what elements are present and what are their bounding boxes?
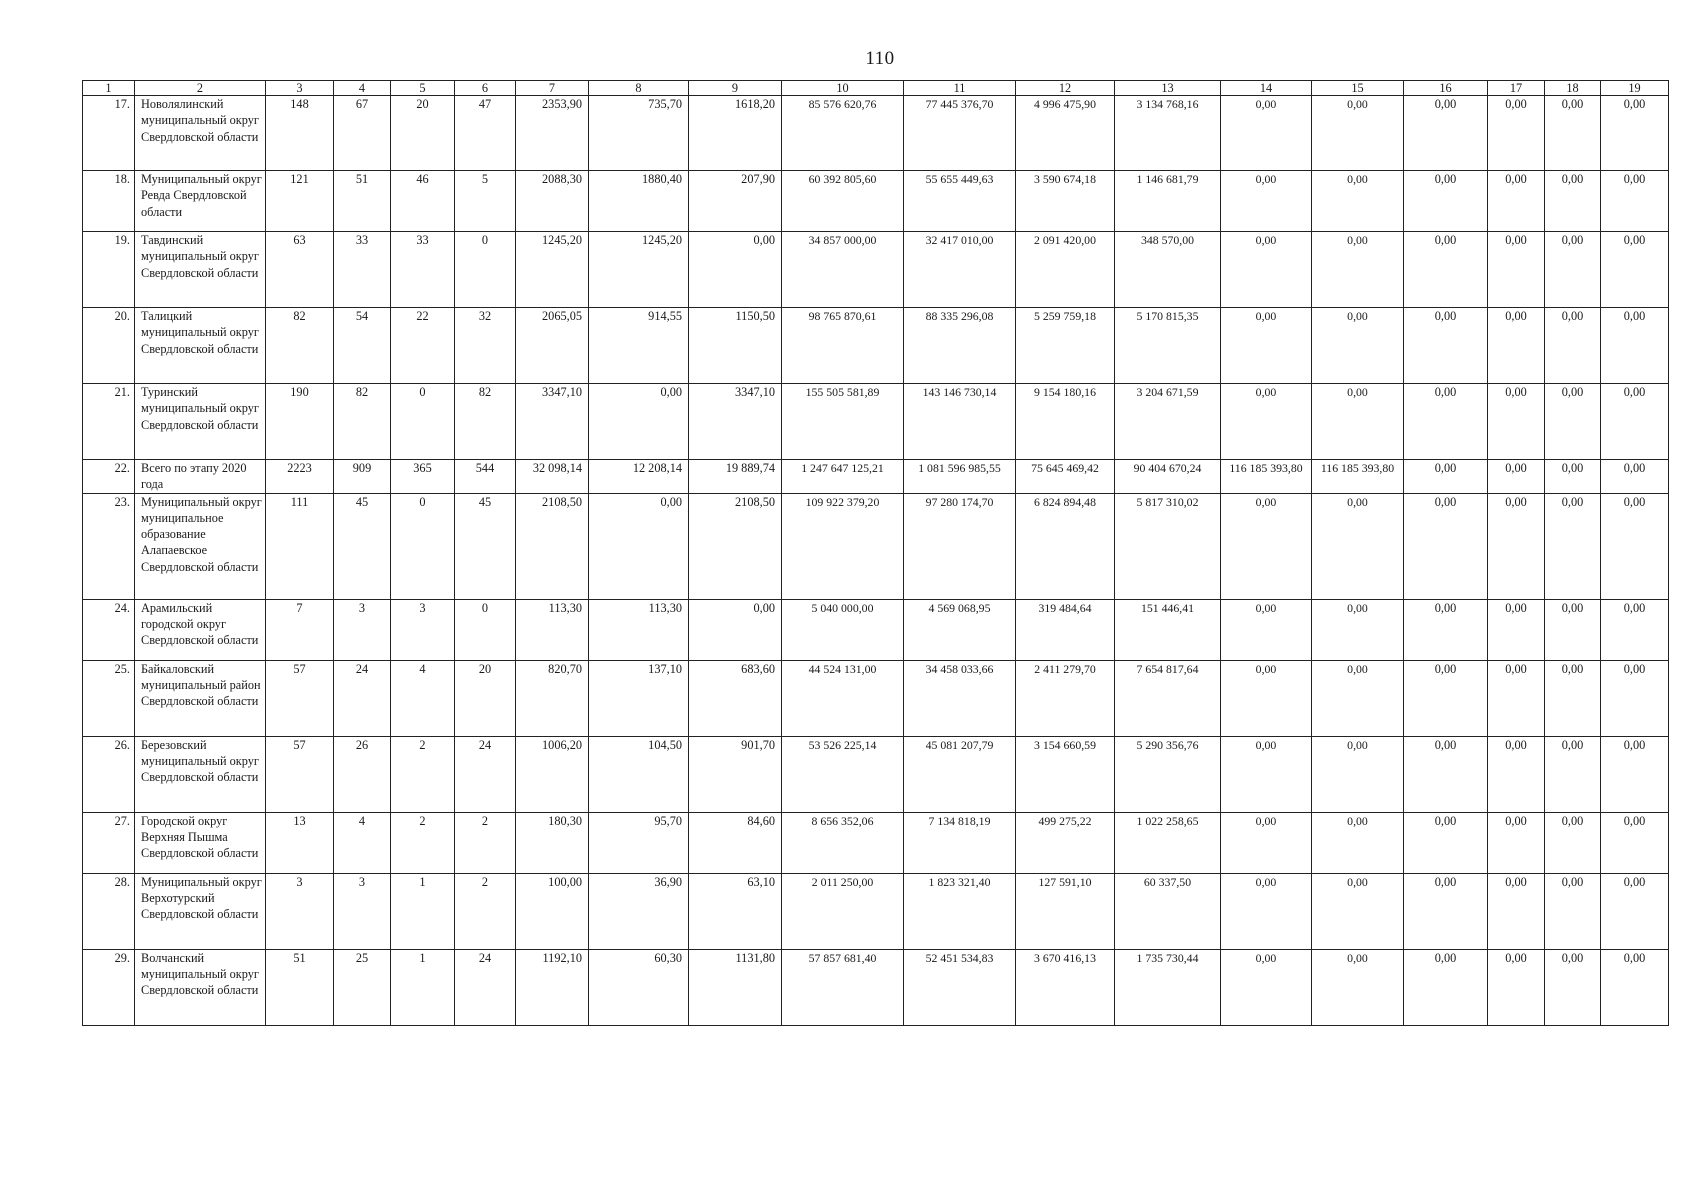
col-7-value: 113,30 [516,599,589,660]
col-11-value: 4 569 068,95 [904,599,1016,660]
col-6-value: 82 [455,384,516,460]
col-6-value: 0 [455,599,516,660]
col-11-value: 45 081 207,79 [904,736,1016,812]
table-header [83,81,1669,96]
col-14-value: 0,00 [1221,812,1312,873]
col-16-value: 0,00 [1404,493,1488,599]
col-13-value: 7 654 817,64 [1115,660,1221,736]
row-number: 19. [83,232,135,308]
col-4-value: 24 [334,660,391,736]
col-17-value: 0,00 [1488,736,1545,812]
col-4-value: 33 [334,232,391,308]
col-18-value: 0,00 [1545,384,1601,460]
col-11-value: 1 823 321,40 [904,873,1016,949]
col-18-value: 0,00 [1545,96,1601,171]
col-9-value: 2108,50 [689,493,782,599]
col-9-value: 0,00 [689,599,782,660]
col-17-value: 0,00 [1488,308,1545,384]
table-row [83,384,1669,460]
col-7-value: 100,00 [516,873,589,949]
col-14-value: 116 185 393,80 [1221,460,1312,494]
col-12-value: 75 645 469,42 [1016,460,1115,494]
col-5-value: 2 [391,736,455,812]
col-19-value: 0,00 [1601,736,1669,812]
table-row [83,308,1669,384]
col-18-value: 0,00 [1545,660,1601,736]
col-8-value: 0,00 [589,493,689,599]
col-11-value: 97 280 174,70 [904,493,1016,599]
col-18-value: 0,00 [1545,493,1601,599]
col-9-value: 3347,10 [689,384,782,460]
col-6-value: 2 [455,812,516,873]
column-header-12: 12 [1016,81,1115,96]
col-9-value: 84,60 [689,812,782,873]
col-8-value: 735,70 [589,96,689,171]
col-12-value: 2 091 420,00 [1016,232,1115,308]
col-17-value: 0,00 [1488,949,1545,1025]
col-18-value: 0,00 [1545,599,1601,660]
col-14-value: 0,00 [1221,599,1312,660]
col-6-value: 32 [455,308,516,384]
table-row [83,949,1669,1025]
col-19-value: 0,00 [1601,171,1669,232]
col-13-value: 90 404 670,24 [1115,460,1221,494]
col-19-value: 0,00 [1601,308,1669,384]
column-header-3: 3 [266,81,334,96]
col-14-value: 0,00 [1221,308,1312,384]
municipality-name: Байкаловский муниципальный район Свердловской области [135,660,266,736]
col-12-value: 499 275,22 [1016,812,1115,873]
col-6-value: 47 [455,96,516,171]
municipality-name: Муниципальный округ муниципальное образование Алапаевское Свердловской области [135,493,266,599]
data-table [82,80,1669,1026]
col-11-value: 55 655 449,63 [904,171,1016,232]
col-5-value: 1 [391,873,455,949]
column-header-18: 18 [1545,81,1601,96]
col-16-value: 0,00 [1404,812,1488,873]
table-row [83,599,1669,660]
col-19-value: 0,00 [1601,232,1669,308]
column-header-10: 10 [782,81,904,96]
column-header-6: 6 [455,81,516,96]
col-13-value: 3 134 768,16 [1115,96,1221,171]
row-number: 28. [83,873,135,949]
col-12-value: 3 154 660,59 [1016,736,1115,812]
col-16-value: 0,00 [1404,873,1488,949]
col-13-value: 348 570,00 [1115,232,1221,308]
col-4-value: 3 [334,599,391,660]
col-16-value: 0,00 [1404,660,1488,736]
col-6-value: 2 [455,873,516,949]
col-14-value: 0,00 [1221,493,1312,599]
table-row [83,171,1669,232]
municipality-name: Арамильский городской округ Свердловской области [135,599,266,660]
table-row [83,660,1669,736]
col-4-value: 82 [334,384,391,460]
col-14-value: 0,00 [1221,384,1312,460]
col-14-value: 0,00 [1221,660,1312,736]
col-7-value: 1245,20 [516,232,589,308]
col-6-value: 24 [455,736,516,812]
col-16-value: 0,00 [1404,460,1488,494]
col-3-value: 13 [266,812,334,873]
municipality-name: Волчанский муниципальный округ Свердловской области [135,949,266,1025]
col-3-value: 57 [266,660,334,736]
col-8-value: 12 208,14 [589,460,689,494]
col-15-value: 0,00 [1312,660,1404,736]
col-18-value: 0,00 [1545,171,1601,232]
col-15-value: 0,00 [1312,949,1404,1025]
col-12-value: 4 996 475,90 [1016,96,1115,171]
col-14-value: 0,00 [1221,873,1312,949]
row-number: 18. [83,171,135,232]
col-11-value: 34 458 033,66 [904,660,1016,736]
col-16-value: 0,00 [1404,308,1488,384]
col-7-value: 3347,10 [516,384,589,460]
row-number: 26. [83,736,135,812]
col-16-value: 0,00 [1404,599,1488,660]
col-19-value: 0,00 [1601,660,1669,736]
col-13-value: 151 446,41 [1115,599,1221,660]
col-3-value: 82 [266,308,334,384]
column-header-2: 2 [135,81,266,96]
col-15-value: 0,00 [1312,96,1404,171]
col-17-value: 0,00 [1488,96,1545,171]
table-row [83,96,1669,171]
table-body [83,96,1669,1026]
col-18-value: 0,00 [1545,949,1601,1025]
col-5-value: 33 [391,232,455,308]
col-3-value: 57 [266,736,334,812]
col-12-value: 127 591,10 [1016,873,1115,949]
header-row [83,81,1669,96]
column-header-16: 16 [1404,81,1488,96]
col-12-value: 319 484,64 [1016,599,1115,660]
column-header-9: 9 [689,81,782,96]
col-17-value: 0,00 [1488,384,1545,460]
col-6-value: 20 [455,660,516,736]
col-15-value: 0,00 [1312,736,1404,812]
col-7-value: 1192,10 [516,949,589,1025]
col-5-value: 1 [391,949,455,1025]
col-12-value: 2 411 279,70 [1016,660,1115,736]
col-15-value: 0,00 [1312,171,1404,232]
col-19-value: 0,00 [1601,460,1669,494]
municipality-name: Муниципальный округ Верхотурский Свердловской области [135,873,266,949]
column-header-8: 8 [589,81,689,96]
col-7-value: 2353,90 [516,96,589,171]
table-row [83,812,1669,873]
col-9-value: 0,00 [689,232,782,308]
col-16-value: 0,00 [1404,232,1488,308]
col-16-value: 0,00 [1404,96,1488,171]
col-17-value: 0,00 [1488,460,1545,494]
col-15-value: 0,00 [1312,493,1404,599]
col-8-value: 1880,40 [589,171,689,232]
col-14-value: 0,00 [1221,232,1312,308]
col-4-value: 3 [334,873,391,949]
municipality-name: Березовский муниципальный округ Свердловской области [135,736,266,812]
col-4-value: 26 [334,736,391,812]
col-17-value: 0,00 [1488,873,1545,949]
col-8-value: 60,30 [589,949,689,1025]
col-13-value: 5 290 356,76 [1115,736,1221,812]
col-11-value: 52 451 534,83 [904,949,1016,1025]
col-11-value: 32 417 010,00 [904,232,1016,308]
col-3-value: 2223 [266,460,334,494]
row-number: 24. [83,599,135,660]
col-18-value: 0,00 [1545,812,1601,873]
col-7-value: 2088,30 [516,171,589,232]
col-8-value: 1245,20 [589,232,689,308]
col-17-value: 0,00 [1488,660,1545,736]
col-19-value: 0,00 [1601,384,1669,460]
col-12-value: 5 259 759,18 [1016,308,1115,384]
col-12-value: 6 824 894,48 [1016,493,1115,599]
col-3-value: 63 [266,232,334,308]
col-19-value: 0,00 [1601,96,1669,171]
column-header-14: 14 [1221,81,1312,96]
col-5-value: 46 [391,171,455,232]
col-10-value: 98 765 870,61 [782,308,904,384]
col-17-value: 0,00 [1488,812,1545,873]
col-10-value: 155 505 581,89 [782,384,904,460]
col-15-value: 0,00 [1312,308,1404,384]
table-row [83,460,1669,494]
municipality-name: Новолялинский муниципальный округ Свердловской области [135,96,266,171]
row-number: 17. [83,96,135,171]
col-5-value: 3 [391,599,455,660]
col-18-value: 0,00 [1545,460,1601,494]
col-12-value: 3 670 416,13 [1016,949,1115,1025]
col-14-value: 0,00 [1221,736,1312,812]
col-13-value: 1 146 681,79 [1115,171,1221,232]
col-14-value: 0,00 [1221,96,1312,171]
col-8-value: 914,55 [589,308,689,384]
column-header-4: 4 [334,81,391,96]
col-10-value: 109 922 379,20 [782,493,904,599]
col-4-value: 4 [334,812,391,873]
col-15-value: 116 185 393,80 [1312,460,1404,494]
col-10-value: 57 857 681,40 [782,949,904,1025]
col-13-value: 60 337,50 [1115,873,1221,949]
col-19-value: 0,00 [1601,493,1669,599]
col-10-value: 60 392 805,60 [782,171,904,232]
col-19-value: 0,00 [1601,873,1669,949]
col-10-value: 53 526 225,14 [782,736,904,812]
col-13-value: 3 204 671,59 [1115,384,1221,460]
col-17-value: 0,00 [1488,493,1545,599]
col-4-value: 67 [334,96,391,171]
col-9-value: 901,70 [689,736,782,812]
municipality-name: Талицкий муниципальный округ Свердловской области [135,308,266,384]
row-number: 20. [83,308,135,384]
column-header-19: 19 [1601,81,1669,96]
table-row [83,736,1669,812]
col-8-value: 137,10 [589,660,689,736]
col-18-value: 0,00 [1545,736,1601,812]
col-10-value: 2 011 250,00 [782,873,904,949]
col-18-value: 0,00 [1545,873,1601,949]
col-3-value: 111 [266,493,334,599]
col-14-value: 0,00 [1221,949,1312,1025]
col-10-value: 1 247 647 125,21 [782,460,904,494]
col-3-value: 7 [266,599,334,660]
col-13-value: 5 170 815,35 [1115,308,1221,384]
col-15-value: 0,00 [1312,812,1404,873]
col-4-value: 909 [334,460,391,494]
col-7-value: 32 098,14 [516,460,589,494]
col-5-value: 0 [391,384,455,460]
col-10-value: 44 524 131,00 [782,660,904,736]
col-11-value: 88 335 296,08 [904,308,1016,384]
col-13-value: 5 817 310,02 [1115,493,1221,599]
column-header-11: 11 [904,81,1016,96]
col-10-value: 8 656 352,06 [782,812,904,873]
page-number: 110 [865,48,895,69]
col-16-value: 0,00 [1404,949,1488,1025]
col-5-value: 20 [391,96,455,171]
col-3-value: 121 [266,171,334,232]
row-number: 27. [83,812,135,873]
col-5-value: 2 [391,812,455,873]
col-7-value: 2108,50 [516,493,589,599]
col-17-value: 0,00 [1488,232,1545,308]
col-16-value: 0,00 [1404,736,1488,812]
col-11-value: 143 146 730,14 [904,384,1016,460]
col-16-value: 0,00 [1404,171,1488,232]
col-3-value: 190 [266,384,334,460]
col-8-value: 113,30 [589,599,689,660]
municipality-name: Муниципальный округ Ревда Свердловской области [135,171,266,232]
col-8-value: 0,00 [589,384,689,460]
col-8-value: 95,70 [589,812,689,873]
col-15-value: 0,00 [1312,873,1404,949]
col-3-value: 3 [266,873,334,949]
col-15-value: 0,00 [1312,599,1404,660]
row-number: 29. [83,949,135,1025]
col-6-value: 45 [455,493,516,599]
col-15-value: 0,00 [1312,384,1404,460]
table-row [83,873,1669,949]
col-11-value: 7 134 818,19 [904,812,1016,873]
col-19-value: 0,00 [1601,599,1669,660]
col-4-value: 54 [334,308,391,384]
municipality-name: Туринский муниципальный округ Свердловской области [135,384,266,460]
col-13-value: 1 022 258,65 [1115,812,1221,873]
col-8-value: 36,90 [589,873,689,949]
col-6-value: 5 [455,171,516,232]
col-4-value: 45 [334,493,391,599]
municipality-name: Всего по этапу 2020 года [135,460,266,494]
col-6-value: 0 [455,232,516,308]
column-header-7: 7 [516,81,589,96]
col-7-value: 180,30 [516,812,589,873]
col-10-value: 85 576 620,76 [782,96,904,171]
col-12-value: 3 590 674,18 [1016,171,1115,232]
table-row [83,232,1669,308]
col-17-value: 0,00 [1488,171,1545,232]
col-9-value: 683,60 [689,660,782,736]
col-9-value: 63,10 [689,873,782,949]
column-header-13: 13 [1115,81,1221,96]
col-19-value: 0,00 [1601,949,1669,1025]
row-number: 21. [83,384,135,460]
col-13-value: 1 735 730,44 [1115,949,1221,1025]
col-18-value: 0,00 [1545,308,1601,384]
row-number: 23. [83,493,135,599]
col-7-value: 820,70 [516,660,589,736]
col-5-value: 22 [391,308,455,384]
col-10-value: 34 857 000,00 [782,232,904,308]
col-9-value: 1131,80 [689,949,782,1025]
col-5-value: 0 [391,493,455,599]
col-4-value: 25 [334,949,391,1025]
column-header-5: 5 [391,81,455,96]
col-4-value: 51 [334,171,391,232]
col-17-value: 0,00 [1488,599,1545,660]
column-header-15: 15 [1312,81,1404,96]
col-11-value: 77 445 376,70 [904,96,1016,171]
col-7-value: 2065,05 [516,308,589,384]
col-16-value: 0,00 [1404,384,1488,460]
col-6-value: 24 [455,949,516,1025]
col-7-value: 1006,20 [516,736,589,812]
col-10-value: 5 040 000,00 [782,599,904,660]
row-number: 25. [83,660,135,736]
col-9-value: 1618,20 [689,96,782,171]
column-header-17: 17 [1488,81,1545,96]
col-9-value: 207,90 [689,171,782,232]
col-14-value: 0,00 [1221,171,1312,232]
row-number: 22. [83,460,135,494]
col-5-value: 4 [391,660,455,736]
col-11-value: 1 081 596 985,55 [904,460,1016,494]
col-15-value: 0,00 [1312,232,1404,308]
col-18-value: 0,00 [1545,232,1601,308]
col-6-value: 544 [455,460,516,494]
table-row [83,493,1669,599]
col-5-value: 365 [391,460,455,494]
municipality-name: Тавдинский муниципальный округ Свердловской области [135,232,266,308]
col-9-value: 19 889,74 [689,460,782,494]
col-3-value: 51 [266,949,334,1025]
col-19-value: 0,00 [1601,812,1669,873]
col-3-value: 148 [266,96,334,171]
col-8-value: 104,50 [589,736,689,812]
column-header-1: 1 [83,81,135,96]
col-9-value: 1150,50 [689,308,782,384]
col-12-value: 9 154 180,16 [1016,384,1115,460]
municipality-name: Городской округ Верхняя Пышма Свердловской области [135,812,266,873]
